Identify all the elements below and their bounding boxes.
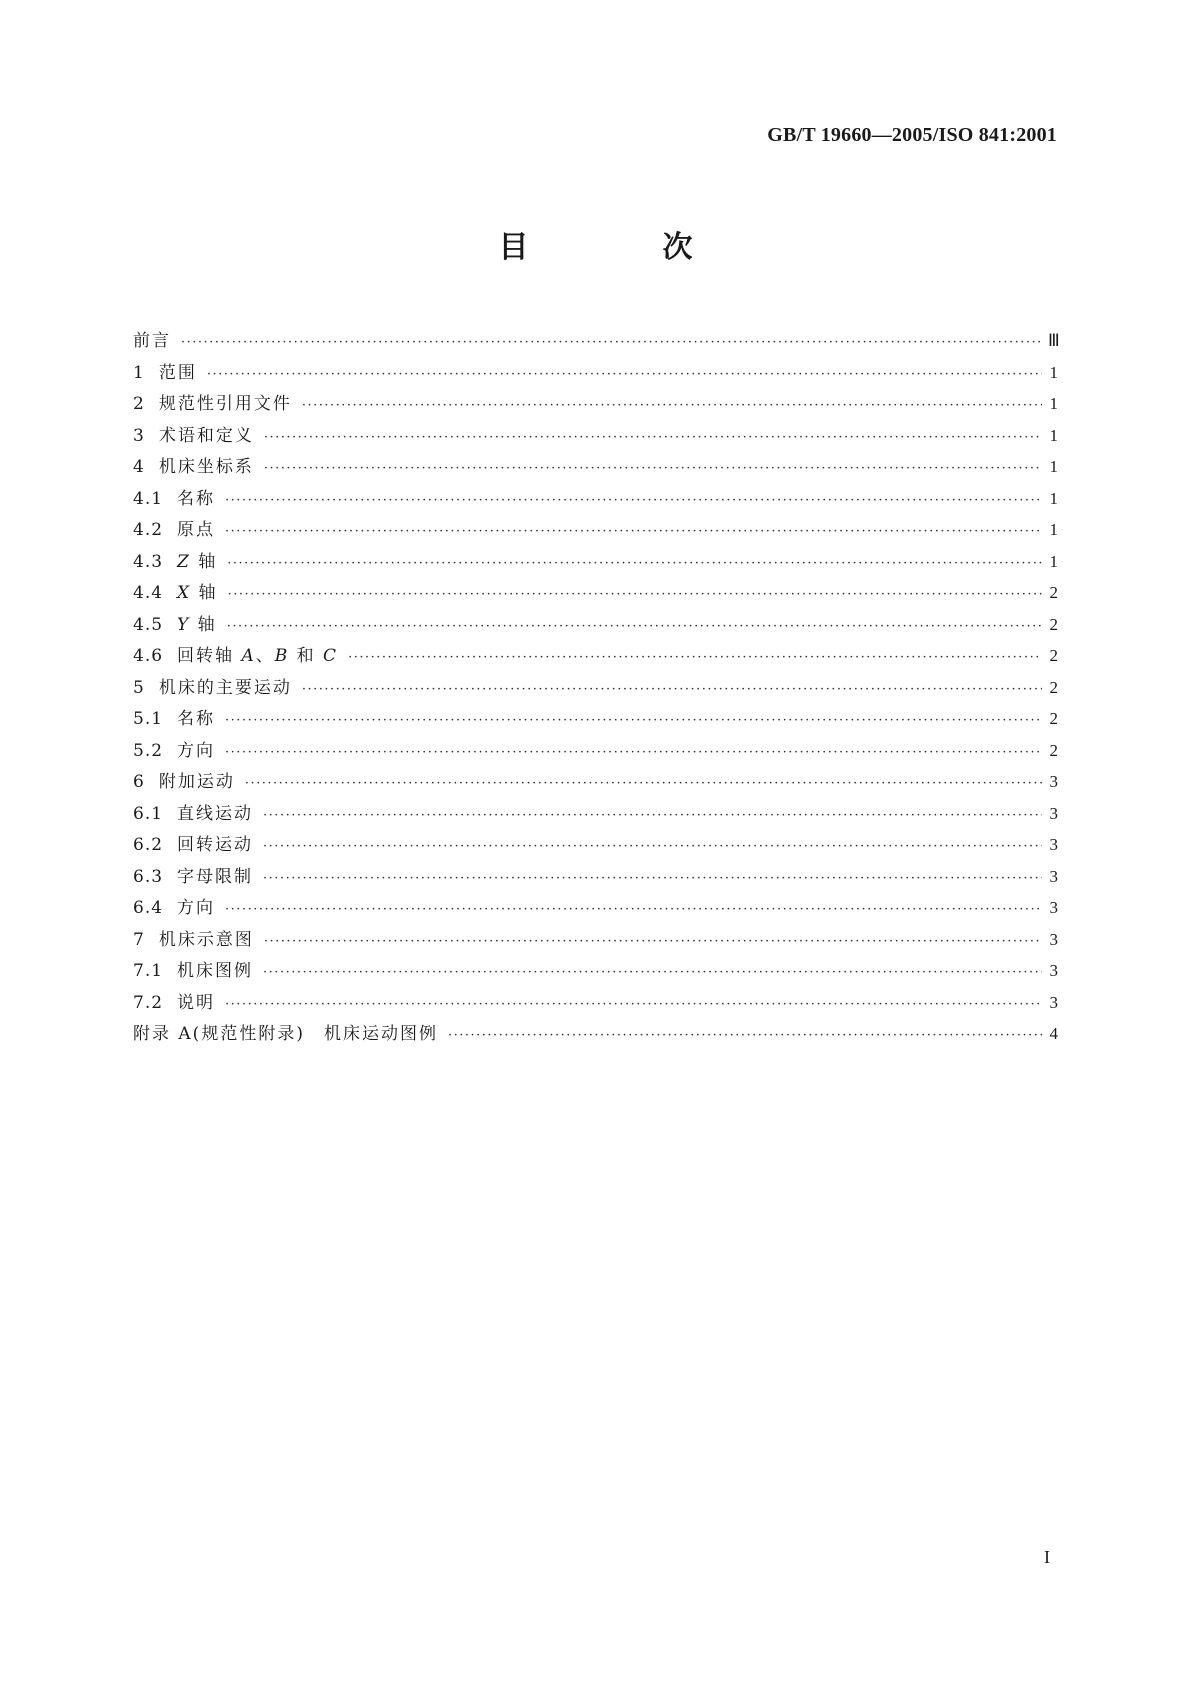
dot-leader xyxy=(225,902,1042,917)
toc-entry[interactable] xyxy=(133,452,1058,484)
toc-entry-number: 1 xyxy=(133,362,145,383)
dot-leader xyxy=(225,524,1042,539)
toc-entry[interactable] xyxy=(133,1019,1058,1051)
toc-entry[interactable] xyxy=(133,704,1058,736)
toc-entry[interactable] xyxy=(133,830,1058,862)
toc-entry[interactable] xyxy=(133,326,1058,358)
toc-entry-page: 2 xyxy=(1049,740,1058,760)
toc-entry[interactable] xyxy=(133,515,1058,547)
toc-entry[interactable] xyxy=(133,893,1058,925)
dot-leader xyxy=(228,587,1042,602)
dot-leader xyxy=(263,839,1042,854)
toc-entry-number: 7.1 xyxy=(133,961,164,981)
toc-entry-label: 附录 A(规范性附录) 机床运动图例 xyxy=(133,1024,438,1044)
toc-entry-label: 前言 xyxy=(133,331,171,351)
dot-leader xyxy=(227,556,1042,571)
toc-entry-label: 机床的主要运动 xyxy=(158,677,292,698)
toc-entry-number: 2 xyxy=(133,394,145,414)
toc-entry[interactable] xyxy=(133,484,1058,516)
toc-entry-page: 3 xyxy=(1049,835,1058,854)
toc-entry-label: 方向 xyxy=(177,898,216,918)
toc-entry-number: 6.3 xyxy=(133,866,164,887)
dot-leader xyxy=(302,682,1042,697)
toc-entry-page: 3 xyxy=(1049,803,1058,823)
toc-entry-number: 5 xyxy=(133,677,145,698)
dot-leader xyxy=(448,1028,1042,1043)
dot-leader xyxy=(225,997,1042,1012)
toc-entry-label: 范围 xyxy=(158,362,197,383)
toc-entry-page: 4 xyxy=(1049,1024,1058,1043)
toc-entry-label: 名称 xyxy=(177,488,216,509)
toc-entry-page: 3 xyxy=(1049,929,1058,949)
dot-leader xyxy=(225,745,1042,760)
toc-entry-page: 1 xyxy=(1049,457,1058,476)
toc-entry-label: 说明 xyxy=(177,992,216,1013)
toc-entry-label: 方向 xyxy=(177,740,216,761)
toc-entry-number: 6.4 xyxy=(133,898,164,918)
toc-entry-label: X 轴 xyxy=(177,583,218,603)
toc-entry-number: 4.6 xyxy=(133,646,164,666)
dot-leader xyxy=(263,871,1042,886)
toc-entry-label: 机床坐标系 xyxy=(158,457,254,477)
toc-entry-page: 2 xyxy=(1049,709,1058,728)
toc-entry-page: 3 xyxy=(1049,961,1058,980)
toc-entry-page: 2 xyxy=(1049,646,1058,665)
toc-entry-page: 1 xyxy=(1049,425,1058,445)
toc-entry-page: 3 xyxy=(1049,992,1058,1012)
toc-entry[interactable] xyxy=(133,988,1058,1020)
toc-entry[interactable] xyxy=(133,641,1058,673)
toc-entry[interactable] xyxy=(133,610,1058,642)
toc-entry-label: 回转轴 A、B 和 C xyxy=(177,646,339,666)
toc-entry-page: 1 xyxy=(1049,520,1058,539)
toc-entry[interactable] xyxy=(133,673,1058,705)
toc-entry[interactable] xyxy=(133,956,1058,988)
dot-leader xyxy=(245,776,1042,791)
standard-code: GB/T 19660—2005/ISO 841:2001 xyxy=(767,124,1057,146)
dot-leader xyxy=(207,367,1042,382)
dot-leader xyxy=(264,461,1042,476)
toc-entry-number: 4.5 xyxy=(133,614,164,635)
toc-entry-page: 2 xyxy=(1049,677,1058,697)
toc-entry-number: 3 xyxy=(133,425,145,446)
dot-leader xyxy=(348,650,1042,665)
dot-leader xyxy=(181,335,1042,350)
toc-entry-label: 规范性引用文件 xyxy=(158,394,292,414)
dot-leader xyxy=(225,493,1042,508)
toc-entry-number: 6 xyxy=(133,772,145,792)
toc-entry-page: 3 xyxy=(1049,772,1058,791)
toc-entry-number: 6.2 xyxy=(133,835,164,855)
dot-leader xyxy=(302,398,1042,413)
toc-entry-number: 4.1 xyxy=(133,488,164,509)
toc-entry[interactable] xyxy=(133,767,1058,799)
toc-entry-label: 名称 xyxy=(177,709,216,729)
toc-entry[interactable] xyxy=(133,925,1058,957)
toc-entry-page: Ⅲ xyxy=(1048,331,1060,350)
toc-entry[interactable] xyxy=(133,862,1058,894)
toc-entry-label: 回转运动 xyxy=(177,835,254,855)
toc-entry[interactable] xyxy=(133,799,1058,831)
toc-entry-number: 5.1 xyxy=(133,709,164,729)
dot-leader xyxy=(263,808,1042,823)
toc-entry-page: 1 xyxy=(1049,362,1058,382)
toc-entry-label: Z 轴 xyxy=(177,551,218,572)
toc-entry[interactable] xyxy=(133,389,1058,421)
toc-entry-number: 4.2 xyxy=(133,520,164,540)
toc-entry[interactable] xyxy=(133,421,1058,453)
page-number: I xyxy=(1044,1547,1050,1567)
toc-entry-page: 1 xyxy=(1049,394,1058,413)
toc-entry-number: 6.1 xyxy=(133,803,164,824)
toc-entry[interactable] xyxy=(133,736,1058,768)
dot-leader xyxy=(264,430,1042,445)
toc-entry-label: 字母限制 xyxy=(177,866,254,887)
toc-entry-label: 附加运动 xyxy=(158,772,235,792)
toc-entry[interactable] xyxy=(133,578,1058,610)
toc-entry-label: 术语和定义 xyxy=(158,425,254,446)
dot-leader xyxy=(264,934,1042,949)
toc-entry-page: 2 xyxy=(1049,583,1058,602)
toc-entry-label: 机床图例 xyxy=(177,961,254,981)
table-of-contents xyxy=(133,326,1058,1051)
toc-entry-number: 4 xyxy=(133,457,145,477)
toc-entry[interactable] xyxy=(133,547,1058,579)
toc-entry-page: 1 xyxy=(1049,551,1058,571)
toc-entry-label: Y 轴 xyxy=(177,614,217,635)
toc-entry-number: 7.2 xyxy=(133,992,164,1013)
toc-entry-page: 1 xyxy=(1049,488,1058,508)
toc-entry-page: 2 xyxy=(1049,614,1058,634)
toc-entry-number: 5.2 xyxy=(133,740,164,761)
toc-entry-label: 机床示意图 xyxy=(158,929,254,950)
dot-leader xyxy=(263,965,1042,980)
page-title: 目 次 xyxy=(498,230,745,265)
toc-entry-number: 7 xyxy=(133,929,145,950)
toc-entry-label: 直线运动 xyxy=(177,803,254,824)
toc-entry-number: 4.3 xyxy=(133,551,164,572)
toc-entry[interactable] xyxy=(133,358,1058,390)
toc-entry-page: 3 xyxy=(1049,898,1058,917)
toc-entry-label: 原点 xyxy=(177,520,216,540)
dot-leader xyxy=(225,713,1042,728)
dot-leader xyxy=(227,619,1042,634)
toc-entry-page: 3 xyxy=(1049,866,1058,886)
toc-entry-number: 4.4 xyxy=(133,583,164,603)
